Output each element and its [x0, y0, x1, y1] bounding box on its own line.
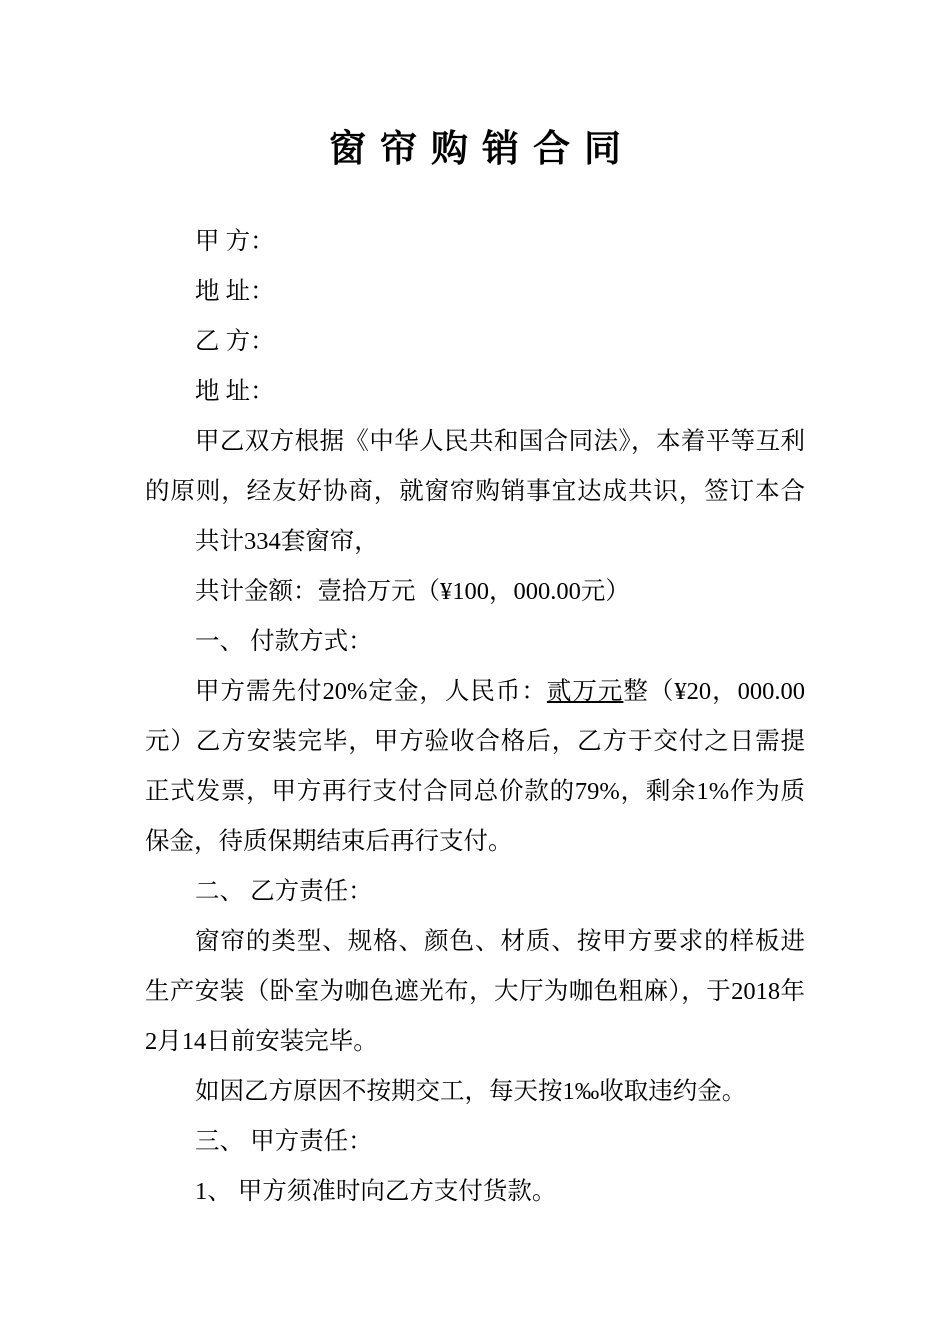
responsibility-line: 生产安装（卧室为咖色遮光布，大厅为咖色粗麻），于2018年 — [145, 978, 805, 1005]
intro-line: 甲乙双方根据《中华人民共和国合同法》，本着平等互利 — [195, 428, 805, 455]
responsibility-line: 窗帘的类型、规格、颜色、材质、按甲方要求的样板进 — [195, 928, 805, 955]
section-1-heading: 一、 付款方式： — [195, 628, 373, 655]
party-a-duty-item: 1、 甲方须准时向乙方支付货款。 — [195, 1178, 557, 1205]
party-a-field: 甲 方： — [195, 228, 275, 255]
section-3-heading: 三、 甲方责任： — [195, 1128, 373, 1155]
payment-line — [145, 667, 805, 717]
section-2-heading: 二、 乙方责任： — [195, 878, 373, 905]
party-b-address-field: 地 址： — [195, 378, 275, 405]
contract-body — [145, 217, 805, 1217]
party-b-field: 乙 方： — [195, 328, 275, 355]
deposit-amount-figure: 整（¥20，000.00 — [623, 678, 805, 705]
penalty-line: 如因乙方原因不按期交工，每天按1‰收取违约金。 — [195, 1078, 747, 1105]
amount-line: 共计金额：壹拾万元（¥100，000.00元） — [195, 578, 630, 605]
intro-line: 的原则，经友好协商，就窗帘购销事宜达成共识，签订本合 — [145, 478, 805, 505]
payment-line: 正式发票，甲方再行支付合同总价款的79%，剩余1%作为质 — [145, 778, 805, 805]
payment-line: 保金，待质保期结束后再行支付。 — [145, 828, 513, 855]
quantity-line: 共计334套窗帘， — [195, 528, 379, 555]
deposit-amount-words: 贰万元 — [546, 678, 624, 705]
document-title: 窗帘购销合同 — [329, 129, 635, 170]
party-a-address-field: 地 址： — [195, 278, 275, 305]
responsibility-line: 2月14日前安装完毕。 — [145, 1028, 378, 1055]
deposit-text: 甲方需先付20%定金，人民币： — [195, 678, 547, 705]
payment-line: 元）乙方安装完毕，甲方验收合格后，乙方于交付之日需提 — [145, 728, 805, 755]
